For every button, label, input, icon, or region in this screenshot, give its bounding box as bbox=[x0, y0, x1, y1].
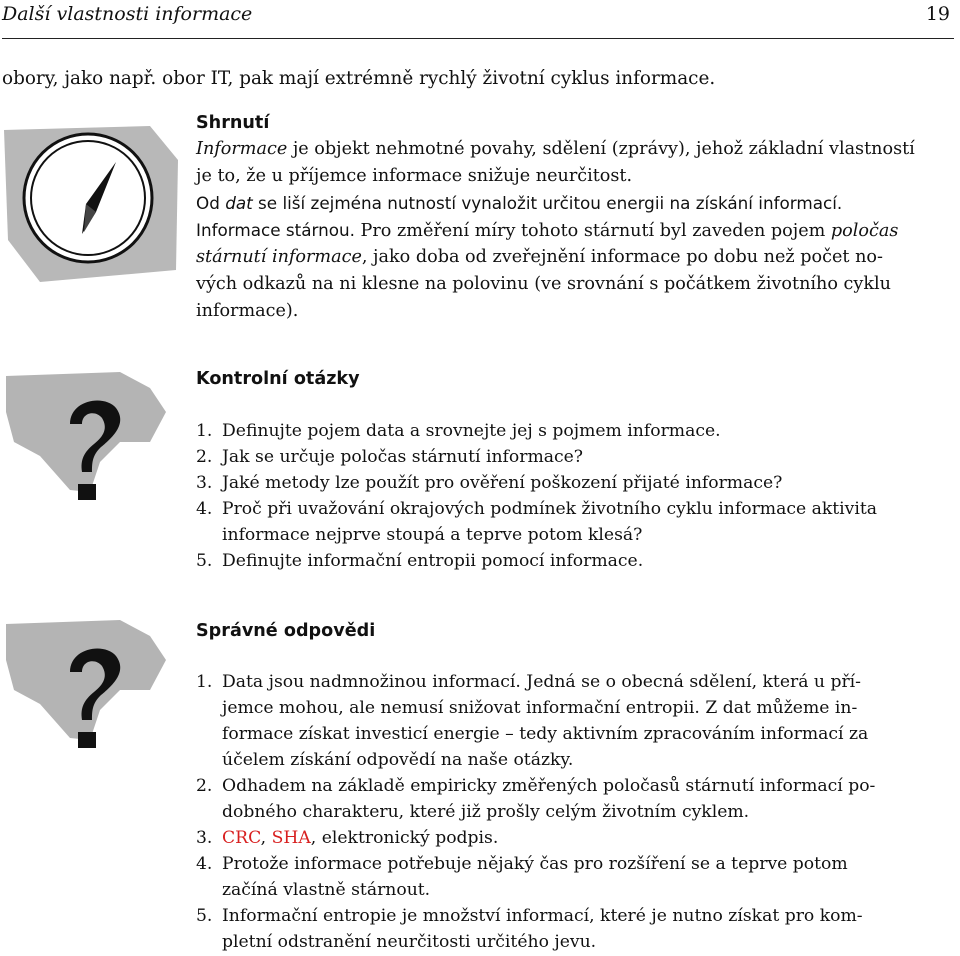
running-header bbox=[2, 0, 954, 39]
list-text: Odhadem na základě empiricky změřených poločasů stárnutí informací po- bbox=[222, 776, 876, 796]
list-number: 5. bbox=[196, 906, 213, 926]
summary-text-6: vých odkazů na ni klesne na polovinu (ve srovnání s počátkem životního cyklu bbox=[196, 274, 891, 294]
list-item bbox=[196, 828, 499, 848]
list-item bbox=[222, 802, 749, 822]
list-number: 3. bbox=[196, 473, 213, 493]
term-polocas: poločas bbox=[830, 221, 899, 241]
list-text: Informační entropie je množství informací, které je nutno získat pro kom- bbox=[222, 906, 863, 926]
summary-text-5: , jako doba od zveřejnění informace po dobu než počet no- bbox=[361, 247, 883, 267]
list-text: Proč při uvažování okrajových podmínek životního cyklu informace aktivita bbox=[222, 499, 878, 519]
list-item bbox=[196, 672, 861, 692]
list-item bbox=[196, 776, 876, 796]
list-item bbox=[222, 698, 857, 718]
list-item bbox=[222, 750, 573, 770]
summary-text-4b: Pro změření míry tohoto stárnutí byl zaveden pojem bbox=[354, 221, 831, 241]
list-text: Protože informace potřebuje nějaký čas pro rozšíření se a teprve potom bbox=[222, 854, 848, 874]
term-informace: Informace bbox=[196, 139, 288, 159]
list-number: 3. bbox=[196, 828, 213, 848]
list-item bbox=[222, 932, 596, 952]
summary-text-1: je objekt nehmotné povahy, sdělení (zprávy), jehož základní vlastností bbox=[287, 139, 915, 159]
list-number: 1. bbox=[196, 421, 213, 441]
list-item bbox=[196, 499, 878, 519]
questions-heading: Kontrolní otázky bbox=[196, 369, 360, 389]
sha-link[interactable]: SHA bbox=[271, 828, 311, 848]
list-text: Definujte pojem data a srovnejte jej s pojmem informace. bbox=[222, 421, 721, 441]
list-item bbox=[222, 724, 868, 744]
list-separator: , bbox=[260, 828, 272, 848]
term-starnuti: stárnutí informace bbox=[196, 247, 362, 267]
answers-heading: Správné odpovědi bbox=[196, 621, 376, 641]
summary-heading: Shrnutí bbox=[196, 113, 270, 133]
list-number: 2. bbox=[196, 776, 213, 796]
term-dat: dat bbox=[225, 193, 253, 213]
summary-text-4a: Informace stárnou. bbox=[196, 220, 355, 240]
list-number: 2. bbox=[196, 447, 213, 467]
list-text: Jaké metody lze použít pro ověření poškození přijaté informace? bbox=[222, 473, 783, 493]
running-title: Další vlastnosti informace bbox=[2, 3, 253, 25]
crc-link[interactable]: CRC bbox=[222, 828, 261, 848]
lead-paragraph: obory, jako např. obor IT, pak mají extrémně rychlý životní cyklus informace. bbox=[2, 68, 716, 89]
list-item bbox=[196, 447, 584, 467]
list-item bbox=[196, 473, 783, 493]
summary-text-2: je to, že u příjemce informace snižuje neurčitost. bbox=[196, 166, 633, 186]
compass-icon bbox=[0, 120, 182, 288]
question-mark-icon bbox=[0, 372, 170, 524]
list-item bbox=[196, 421, 721, 441]
list-text: jemce mohou, ale nemusí snižovat informační entropii. Z dat můžeme in- bbox=[222, 698, 858, 718]
list-text: účelem získání odpovědí na naše otázky. bbox=[222, 750, 574, 770]
list-number: 5. bbox=[196, 551, 213, 571]
summary-text-7: informace). bbox=[196, 301, 299, 321]
list-text: formace získat investicí energie – tedy aktivním zpracováním informací za bbox=[222, 724, 869, 744]
list-text: Definujte informační entropii pomocí informace. bbox=[222, 551, 644, 571]
list-number: 1. bbox=[196, 672, 213, 692]
list-text: začíná vlastně stárnout. bbox=[222, 880, 431, 900]
summary-text-3a: Od bbox=[196, 193, 226, 213]
list-text: dobného charakteru, které již prošly celým životním cyklem. bbox=[222, 802, 750, 822]
list-text: pletní odstranění neurčitosti určitého jevu. bbox=[222, 932, 597, 952]
list-item bbox=[196, 854, 848, 874]
list-text: Data jsou nadmnožinou informací. Jedná se o obecná sdělení, která u pří- bbox=[222, 672, 861, 692]
list-number: 4. bbox=[196, 499, 213, 519]
list-item bbox=[196, 906, 863, 926]
summary-text-3b: se liší zejména nutností vynaložit určitou energii na získání informací. bbox=[252, 193, 843, 213]
list-text: Jak se určuje poločas stárnutí informace? bbox=[222, 447, 584, 467]
page-number: 19 bbox=[925, 3, 950, 25]
list-item bbox=[222, 880, 430, 900]
list-item bbox=[222, 525, 642, 545]
list-text: , elektronický podpis. bbox=[310, 828, 499, 848]
question-mark-icon bbox=[0, 620, 170, 772]
list-text: informace nejprve stoupá a teprve potom klesá? bbox=[222, 525, 643, 545]
list-item bbox=[196, 551, 644, 571]
list-number: 4. bbox=[196, 854, 213, 874]
